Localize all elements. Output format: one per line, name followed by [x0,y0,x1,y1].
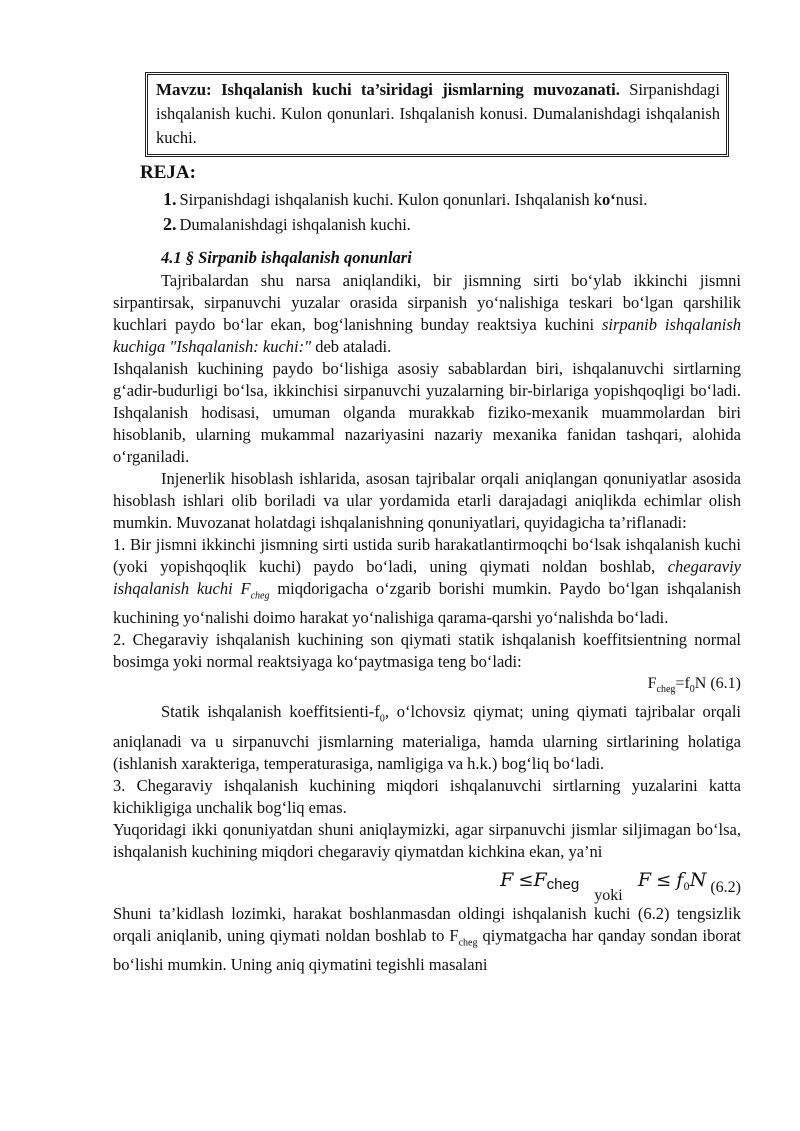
plan-item-text: Dumalanishdagi ishqalanish kuchi. [179,215,411,234]
plan-item-text-end: nusi. [615,190,648,209]
paragraph-1 [113,270,741,358]
paragraph-text: miqdorigacha o‘zgarib borishi mumkin. Paydo bo‘lgan ishqalanish kuchining yo‘nalishi doimo harakat yo‘nalishiga qarama-qarshi yo‘nalishda bo‘ladi. [113,579,741,628]
formula-subscript: cheg [546,875,580,893]
topic-rest: Sirpanishdagi ishqalanish kuchi. Kulon qonunlari. Ishqalanish konusi. Dumalanishdagi ishqalanish kuchi. [156,80,720,147]
formula-6-1: $F_{cheg}=f_0N$ (6.1) [647,675,741,696]
equation-number: (6.2) [710,878,741,896]
topic-label: Mavzu: [156,80,212,99]
formula-word: yoki [594,886,623,904]
paragraph-italic: chegaraviy ishqalanish kuchi $F_{cheg}$ [113,557,741,602]
plan-item-text: Sirpanishdagi ishqalanish kuchi. Kulon qonunlari. Ishqalanish k [179,190,603,209]
formula-subscript: 0 [683,881,690,893]
formula-symbol: N [689,868,707,891]
plan-heading: REJA: [140,162,196,183]
paragraph-text: deb ataladi. [311,337,392,356]
paragraph-text: Tajribalardan shu narsa aniqlandiki, bir jismning sirti bo‘ylab ikkinchi jismni sirpantirsak, sirpanuvchi yuzalar orasida sirpanish yo‘nalishiga teskari bo‘lgan qarshilik kuchlari paydo bo‘lar ekan, bog‘lanishning bunday reaktsiya kuchini [113,271,741,334]
paragraph-text: Statik ishqalanish koeffitsienti-f [161,702,380,722]
formula-symbol: f [676,868,684,891]
paragraph-4 [113,534,741,629]
paragraph-3: Injenerlik hisoblash ishlarida, asosan tajribalar orqali aniqlangan qonuniyatlar asosida hisoblash ishlari olib boriladi va ular yordamida etarli darajadagi aniqlikda echimlar olish mumkin. Muvozanat holatdagi ishqalanishning qonuniyatlari, quyidagicha ta’riflanadi: [113,469,741,532]
paragraph-9: Shuni ta’kidlash lozimki, harakat boshlanmasdan oldingi ishqalanish kuchi (6.2) tengsizlik orqali aniqlanib, uning qiymati noldan boshlab to $F_{cheg}$ qiymatgacha har qanday sondan iborat bo‘lishi mumkin. Uning aniq qiymatini tegishli masalani [113,903,741,975]
paragraph-italic: sirpanib ishqalanish kuchiga "Ishqalanish: kuchi:" [113,315,742,356]
paragraph-6: Statik ishqalanish koeffitsienti-$f_0$, o‘lchovsiz qiymat; uning qiymati tajribalar orqali aniqlanadi va u sirpanuvchi jismlarning materialiga, hamda ularning sirtlarining holatiga (ishlanish xarakteriga, temperaturasiga, namligiga va h.k.) bog‘liq bo‘ladi. [113,702,742,773]
formula-symbol: ≤ [518,869,534,891]
paragraph-text: 1. Bir jismni ikkinchi jismning sirti ustida surib harakatlantirmoqchi bo‘lsak ishqalanish kuchi (yoki yopishqoqlik kuchi) paydo bo‘ladi, uning qiymati noldan boshlab, [113,535,741,576]
paragraph-text: , o‘lchovsiz qiymat; uning qiymati tajribalar orqali aniqlanadi va u sirpanuvchi jismlarning materialiga, hamda ularning sirtlarining holatiga (ishlanish xarakteriga, temperaturasiga, namligiga va h.k.) bog‘liq bo‘ladi. [113,702,742,773]
paragraph-2: Ishqalanish kuchining paydo bo‘lishiga asosiy sabablardan biri, ishqalanuvchi sirtlarning g‘adir-budurligi bo‘lsa, ikkinchisi sirpanuvchi yuzalarning bir-birlariga yopishqoqligi bo‘ladi. Ishqalanish hodisasi, umuman olganda murakkab fiziko-mexanik muammolardan biri hisoblanib, ularning mukammal nazariyasini nazariy mexanika fanidan tashqari, alohida o‘rganiladi. [113,359,741,466]
formula-symbol: ≤ [656,869,672,891]
topic-title: Ishqalanish kuchi ta’siridagi jismlarning muvozanati. [221,80,620,99]
paragraph-7: 3. Chegaraviy ishqalanish kuchining miqdori ishqalanuvchi sirtlarning yuzalarini katta kichikligiga unchalik bog‘liq emas. [113,775,741,817]
plan-list [163,187,741,237]
formula-symbol: F [500,868,514,891]
plan-item-text-bold: o‘ [602,190,616,209]
document-page [113,72,741,976]
plan-item-number: 1. [163,189,177,209]
topic-box [145,72,729,157]
paragraph-text: qiymatgacha har qanday sondan iborat bo‘lishi mumkin. Uning aniq qiymatini tegishli masalani [113,925,741,975]
section-title: 4.1 § Sirpanib ishqalanish qonunlari [161,248,412,267]
plan-item-1 [163,187,741,212]
plan-item-2 [163,212,741,237]
formula-6-2 [113,863,741,903]
inequality [500,869,741,905]
formula-symbol: F [533,868,547,891]
paragraph-text: Shuni ta’kidlash lozimki, harakat boshlanmasdan oldingi ishqalanish kuchi (6.2) tengsizlik orqali aniqlanib, uning qiymati noldan boshlab to F [113,903,741,945]
paragraph-5: 2. Chegaraviy ishqalanish kuchining son qiymati statik ishqalanish koeffitsientning normal bosimga yoki normal reaktsiyaga ko‘paytmasiga teng bo‘ladi: [113,630,741,672]
plan-item-number: 2. [163,214,177,234]
paragraph-8: Yuqoridagi ikki qonuniyatdan shuni aniqlaymizki, agar sirpanuvchi jismlar siljimagan bo‘lsa, ishqalanish kuchining miqdori chegaraviy qiymatdan kichkina ekan, ya’ni [113,819,741,861]
formula-symbol: F [637,868,652,891]
